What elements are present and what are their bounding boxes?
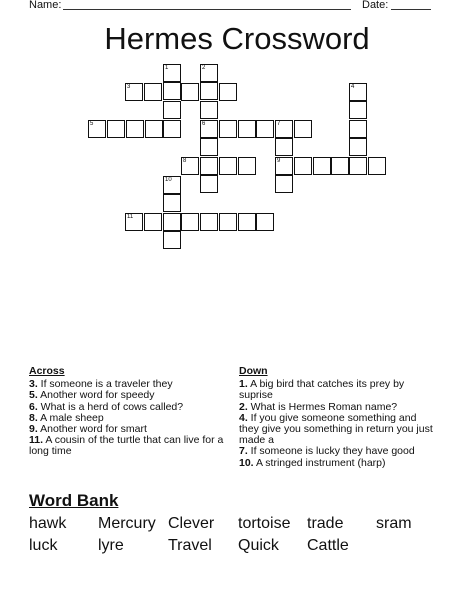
crossword-cell[interactable] (88, 120, 106, 138)
down-clue (239, 379, 439, 401)
cell-number: 2 (202, 65, 206, 71)
crossword-cell[interactable] (275, 138, 293, 156)
word-bank-word: Quick (238, 537, 279, 554)
cell-number: 8 (183, 158, 187, 164)
clue-number: 1. (239, 378, 248, 391)
clue-number: 11. (29, 434, 44, 447)
crossword-cell[interactable] (200, 175, 218, 193)
crossword-cell[interactable] (144, 83, 162, 101)
header-row (0, 0, 474, 13)
crossword-cell[interactable] (275, 157, 293, 175)
crossword-cell[interactable] (200, 213, 218, 231)
down-clue (239, 413, 439, 447)
crossword-cell[interactable] (125, 213, 143, 231)
clue-text: Another word for speedy (37, 389, 155, 402)
down-clue-list (239, 379, 439, 469)
page-title: Hermes Crossword (104, 21, 370, 56)
clue-number: 7. (239, 445, 248, 458)
clue-text: If someone is lucky they have good (247, 445, 415, 458)
across-heading: Across (29, 365, 65, 377)
crossword-cell[interactable] (200, 157, 218, 175)
crossword-cell[interactable] (163, 231, 181, 249)
word-bank-word: tortoise (238, 515, 291, 532)
down-clue (239, 458, 439, 469)
crossword-cell[interactable] (219, 157, 237, 175)
clue-number: 8. (29, 411, 38, 424)
cell-number: 3 (127, 84, 131, 90)
crossword-cell[interactable] (163, 64, 181, 82)
clue-text: A stringed instrument (harp) (253, 456, 386, 469)
crossword-cell[interactable] (145, 120, 163, 138)
name-label: Name: (29, 0, 62, 11)
word-bank-word: Cattle (307, 537, 349, 554)
crossword-cell[interactable] (331, 157, 349, 175)
crossword-cell[interactable] (200, 138, 218, 156)
crossword-cell[interactable] (219, 83, 237, 101)
clue-number: 2. (239, 400, 248, 413)
word-bank-word: Clever (168, 515, 215, 532)
crossword-cell[interactable] (200, 82, 218, 100)
clue-number: 9. (29, 423, 38, 436)
clue-text: What is a herd of cows called? (37, 400, 184, 413)
crossword-cell[interactable] (181, 213, 199, 231)
cell-number: 9 (277, 158, 281, 164)
crossword-cell[interactable] (368, 157, 386, 175)
crossword-cell[interactable] (163, 176, 181, 194)
crossword-cell[interactable] (181, 83, 199, 101)
cell-number: 11 (127, 214, 134, 220)
crossword-cell[interactable] (294, 120, 312, 138)
clue-number: 5. (29, 389, 38, 402)
clue-text: If someone is a traveler they (37, 378, 173, 391)
crossword-cell[interactable] (200, 101, 218, 119)
crossword-cell[interactable] (238, 213, 256, 231)
word-bank-word: luck (29, 537, 58, 554)
crossword-cell[interactable] (200, 64, 218, 82)
crossword-cell[interactable] (313, 157, 331, 175)
crossword-cell[interactable] (219, 213, 237, 231)
crossword-cell[interactable] (163, 120, 181, 138)
date-label: Date: (362, 0, 389, 11)
crossword-cell[interactable] (163, 82, 181, 100)
crossword-cell[interactable] (125, 83, 143, 101)
crossword-cell[interactable] (126, 120, 144, 138)
crossword-cell[interactable] (275, 120, 293, 138)
word-bank-word: sram (376, 515, 412, 532)
crossword-cell[interactable] (163, 213, 181, 231)
crossword-cell[interactable] (238, 120, 256, 138)
clue-number: 10. (239, 456, 254, 469)
crossword-cell[interactable] (349, 101, 367, 119)
cell-number: 10 (165, 177, 172, 183)
cell-number: 6 (202, 121, 206, 127)
clue-text: What is Hermes Roman name? (247, 400, 398, 413)
crossword-cell[interactable] (256, 120, 274, 138)
crossword-cell[interactable] (144, 213, 162, 231)
clue-text: If you give someone something and they give you something in return you just made a (239, 411, 433, 447)
crossword-cell[interactable] (349, 83, 367, 101)
across-clues (29, 366, 229, 458)
word-bank-word: trade (307, 515, 344, 532)
crossword-cell[interactable] (181, 157, 199, 175)
word-bank-word: lyre (98, 537, 124, 554)
crossword-cell[interactable] (294, 157, 312, 175)
word-bank-word: Travel (168, 537, 212, 554)
name-field-line[interactable] (63, 9, 351, 10)
crossword-cell[interactable] (349, 138, 367, 156)
cell-number: 7 (277, 121, 281, 127)
clue-text: A cousin of the turtle that can live for a long time (29, 434, 224, 458)
down-heading: Down (239, 365, 268, 377)
clue-number: 4. (239, 411, 248, 424)
crossword-cell[interactable] (256, 213, 274, 231)
cell-number: 4 (351, 84, 355, 90)
crossword-cell[interactable] (349, 120, 367, 138)
cell-number: 5 (90, 121, 94, 127)
clue-text: Another word for smart (37, 423, 147, 436)
crossword-cell[interactable] (200, 120, 218, 138)
crossword-cell[interactable] (238, 157, 256, 175)
crossword-cell[interactable] (349, 157, 367, 175)
across-clue (29, 435, 229, 457)
clue-text: A male sheep (37, 411, 104, 424)
down-clues (239, 366, 439, 469)
cell-number: 1 (165, 65, 169, 71)
crossword-cell[interactable] (163, 194, 181, 212)
clue-number: 6. (29, 400, 38, 413)
across-clue-list (29, 379, 229, 457)
word-bank-title: Word Bank (29, 491, 119, 510)
clue-number: 3. (29, 378, 38, 391)
crossword-cell[interactable] (107, 120, 125, 138)
crossword-cell[interactable] (163, 101, 181, 119)
date-field-line[interactable] (391, 9, 431, 10)
word-bank-word: Mercury (98, 515, 156, 532)
clue-text: A big bird that catches its prey by suprise (239, 378, 405, 402)
word-bank-word: hawk (29, 515, 67, 532)
crossword-cell[interactable] (275, 175, 293, 193)
crossword-cell[interactable] (219, 120, 237, 138)
